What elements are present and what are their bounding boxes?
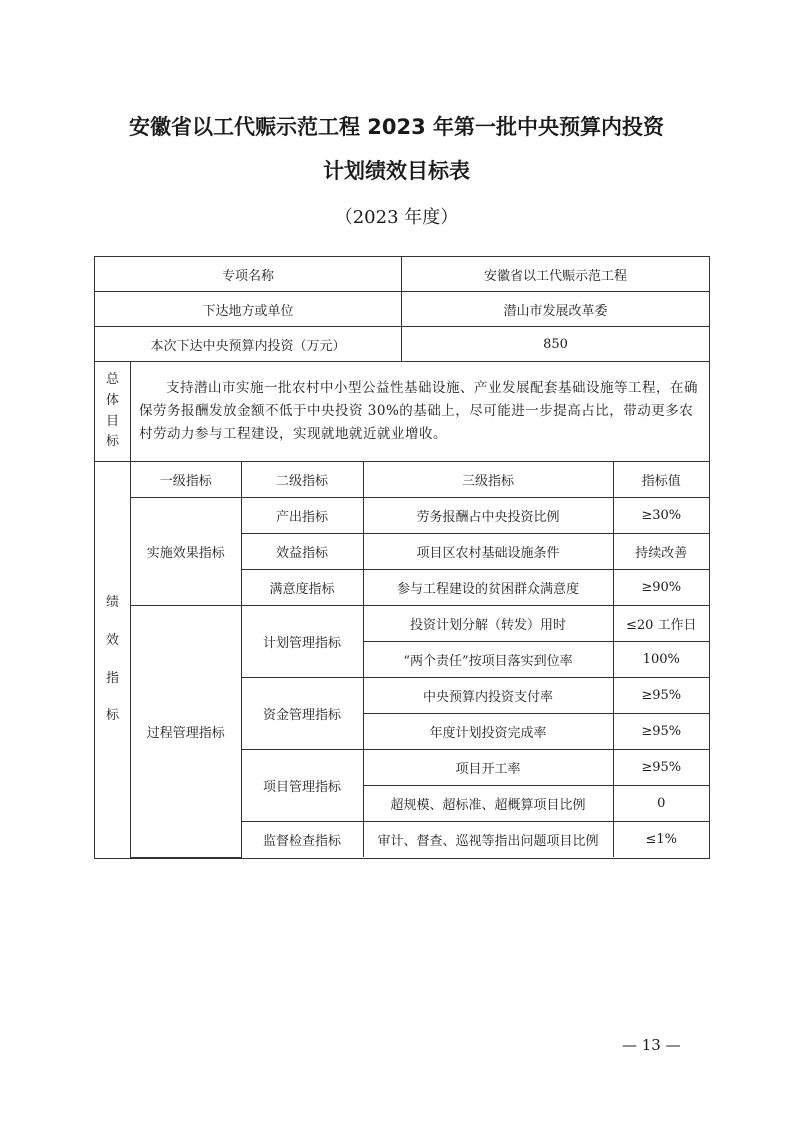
performance-label-char: 效 (105, 633, 119, 649)
level2-cell: 产出指标 (241, 498, 363, 534)
level1-cell: 实施效果指标 (131, 498, 241, 606)
column-header: 二级指标 (241, 462, 363, 498)
goal-label (95, 370, 130, 453)
level3-cell: 审计、督查、巡视等指出问题项目比例 (363, 822, 613, 858)
goal-text: 支持潜山市实施一批农村中小型公益性基础设施、产业发展配套基础设施等工程，在确保劳务报酬发放金额不低于中央投资 30%的基础上，尽可能进一步提高占比，带动更多农村劳动力参与工程建设，实现就地就近就业增收。 (139, 380, 698, 442)
level2-cell: 资金管理指标 (241, 678, 363, 750)
row-value: 850 (402, 327, 710, 362)
performance-label-char: 标 (105, 708, 119, 724)
level3-cell: 参与工程建设的贫困群众满意度 (363, 570, 613, 606)
level3-cell: 项目开工率 (363, 750, 613, 786)
column-header: 三级指标 (363, 462, 613, 498)
row-value: 潜山市发展改革委 (402, 292, 710, 327)
value-cell: 100% (613, 642, 709, 678)
goal-label-char: 总 (105, 371, 119, 387)
value-cell: 持续改善 (613, 534, 709, 570)
indicator-table (131, 462, 709, 858)
row-label: 本次下达中央预算内投资（万元） (95, 327, 402, 362)
level3-cell: 项目区农村基础设施条件 (363, 534, 613, 570)
level1-cell: 过程管理指标 (131, 606, 241, 858)
row-label: 专项名称 (95, 257, 402, 292)
level2-cell: 计划管理指标 (241, 606, 363, 678)
indicator-header-row (131, 462, 709, 498)
table-row (95, 257, 710, 292)
level3-cell: “两个责任”按项目落实到位率 (363, 642, 613, 678)
document-title-line1: 安徽省以工代赈示范工程 2023 年第一批中央预算内投资 (128, 115, 665, 139)
document-title-line2: 计划绩效目标表 (323, 159, 470, 183)
value-cell: ≥95% (613, 678, 709, 714)
goal-label-char: 目 (105, 413, 119, 429)
level2-cell: 项目管理指标 (241, 750, 363, 822)
column-header: 指标值 (613, 462, 709, 498)
value-cell: ≥30% (613, 498, 709, 534)
performance-label-char: 指 (105, 670, 119, 686)
level3-cell: 投资计划分解（转发）用时 (363, 606, 613, 642)
goal-row (95, 362, 710, 462)
level2-cell: 监督检查指标 (241, 822, 363, 858)
level2-cell: 效益指标 (241, 534, 363, 570)
value-cell: ≤20 工作日 (613, 606, 709, 642)
table-row (131, 606, 709, 642)
level3-cell: 劳务报酬占中央投资比例 (363, 498, 613, 534)
value-cell: ≤1% (613, 822, 709, 858)
value-cell: 0 (613, 786, 709, 822)
goal-label-char: 体 (105, 392, 119, 408)
level3-cell: 中央预算内投资支付率 (363, 678, 613, 714)
document-year: （2023 年度） (334, 207, 459, 228)
goal-label-char: 标 (105, 434, 119, 450)
performance-row (95, 462, 710, 859)
level3-cell: 年度计划投资完成率 (363, 714, 613, 750)
performance-label (95, 584, 130, 735)
performance-target-table (94, 256, 710, 859)
value-cell: ≥90% (613, 570, 709, 606)
column-header: 一级指标 (131, 462, 241, 498)
row-label: 下达地方或单位 (95, 292, 402, 327)
row-value: 安徽省以工代赈示范工程 (402, 257, 710, 292)
level3-cell: 超规模、超标准、超概算项目比例 (363, 786, 613, 822)
level2-cell: 满意度指标 (241, 570, 363, 606)
table-row (95, 292, 710, 327)
table-row (131, 498, 709, 534)
value-cell: ≥95% (613, 714, 709, 750)
page-number: — 13 — (622, 1036, 681, 1054)
value-cell: ≥95% (613, 750, 709, 786)
performance-label-char: 绩 (105, 595, 119, 611)
table-row (95, 327, 710, 362)
